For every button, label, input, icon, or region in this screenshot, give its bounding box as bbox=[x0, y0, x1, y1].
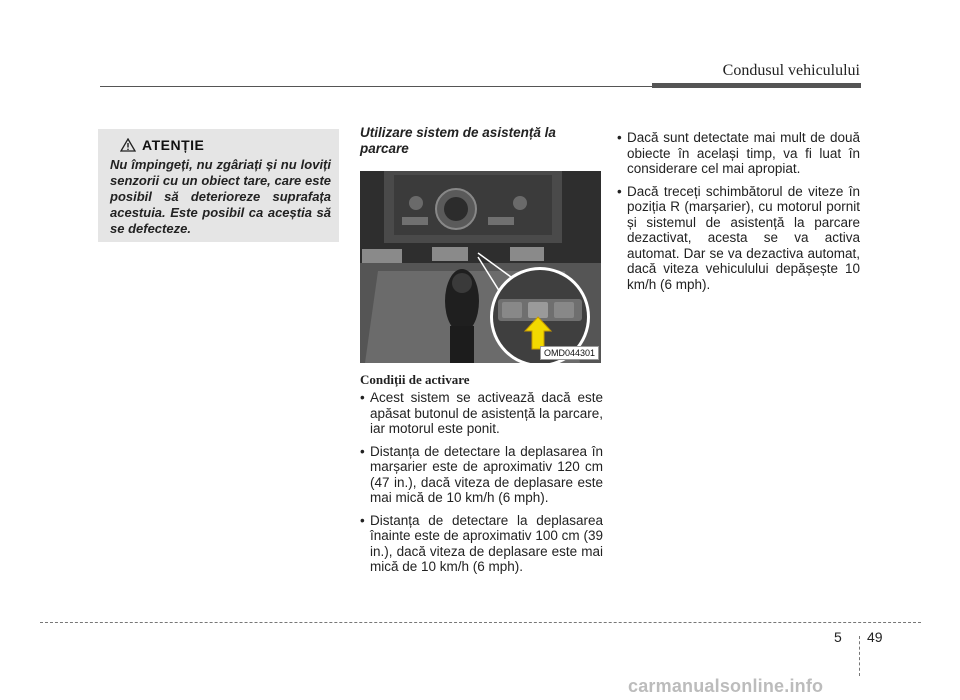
bullet-dot: • bbox=[360, 390, 365, 405]
warning-triangle-icon bbox=[120, 138, 136, 152]
footer-divider bbox=[859, 636, 860, 676]
bullet-dot: • bbox=[360, 512, 365, 528]
page-number: 49 bbox=[867, 629, 883, 645]
figure-code: OMD044301 bbox=[540, 346, 599, 360]
conditions-subheading: Condiții de activare bbox=[360, 372, 470, 387]
chapter-number: 5 bbox=[834, 629, 842, 645]
warning-header bbox=[120, 137, 331, 153]
bullet-dot: • bbox=[360, 443, 365, 459]
bullet-dot: • bbox=[617, 183, 622, 199]
list-item-text: Acest sistem se activează dacă este apăsat butonul de asistență la parcare, iar motorul este ponit. bbox=[370, 390, 603, 436]
list-item bbox=[617, 130, 860, 177]
list-item bbox=[360, 513, 603, 575]
list-item bbox=[617, 184, 860, 293]
warning-text: Nu împingeți, nu zgâriați și nu loviți senzorii cu un obiect tare, care este posibil să deterioreze suprafața acestuia. Este posibil ca aceștia să se defecteze. bbox=[110, 157, 331, 236]
parking-assist-figure bbox=[360, 171, 601, 363]
list-item-text: Distanța de detectare la deplasarea înainte este de aproximativ 100 cm (39 in.), dacă viteza de deplasare este mai mică de 10 km/h (6 mph). bbox=[370, 512, 603, 574]
main-column bbox=[360, 125, 603, 582]
footer-rule bbox=[40, 622, 921, 623]
header-rule-accent bbox=[652, 83, 861, 88]
conditions-list bbox=[360, 390, 603, 575]
list-item-text: Dacă sunt detectate mai mult de două obiecte în același timp, va fi luat în considerare cel mai apropiat. bbox=[627, 130, 860, 176]
list-item bbox=[360, 444, 603, 506]
right-column bbox=[617, 128, 860, 299]
list-item bbox=[360, 390, 603, 437]
warning-box bbox=[98, 129, 339, 242]
warning-title: ATENȚIE bbox=[142, 137, 205, 153]
conditions-list-continued bbox=[617, 130, 860, 292]
list-item-text: Distanța de detectare la deplasarea în marșarier este de aproximativ 120 cm (47 in.), dacă viteza de deplasare este mai mică de 10 km/h (6 mph). bbox=[370, 443, 603, 505]
bullet-dot: • bbox=[617, 130, 622, 145]
console-photo bbox=[360, 171, 601, 363]
list-item-text: Dacă treceți schimbătorul de viteze în poziția R (marșarier), cu motorul pornit și sistemul de asistență la parcare dezactivat, acesta se va activa automat. Dar se va dezactiva automat, dacă viteza vehiculului depășește 10 km/h (6 mph). bbox=[627, 183, 860, 292]
section-heading: Utilizare sistem de asistență la parcare bbox=[360, 125, 556, 156]
section-title: Condusul vehiculului bbox=[722, 62, 860, 79]
watermark: carmanualsonline.info bbox=[628, 676, 824, 696]
